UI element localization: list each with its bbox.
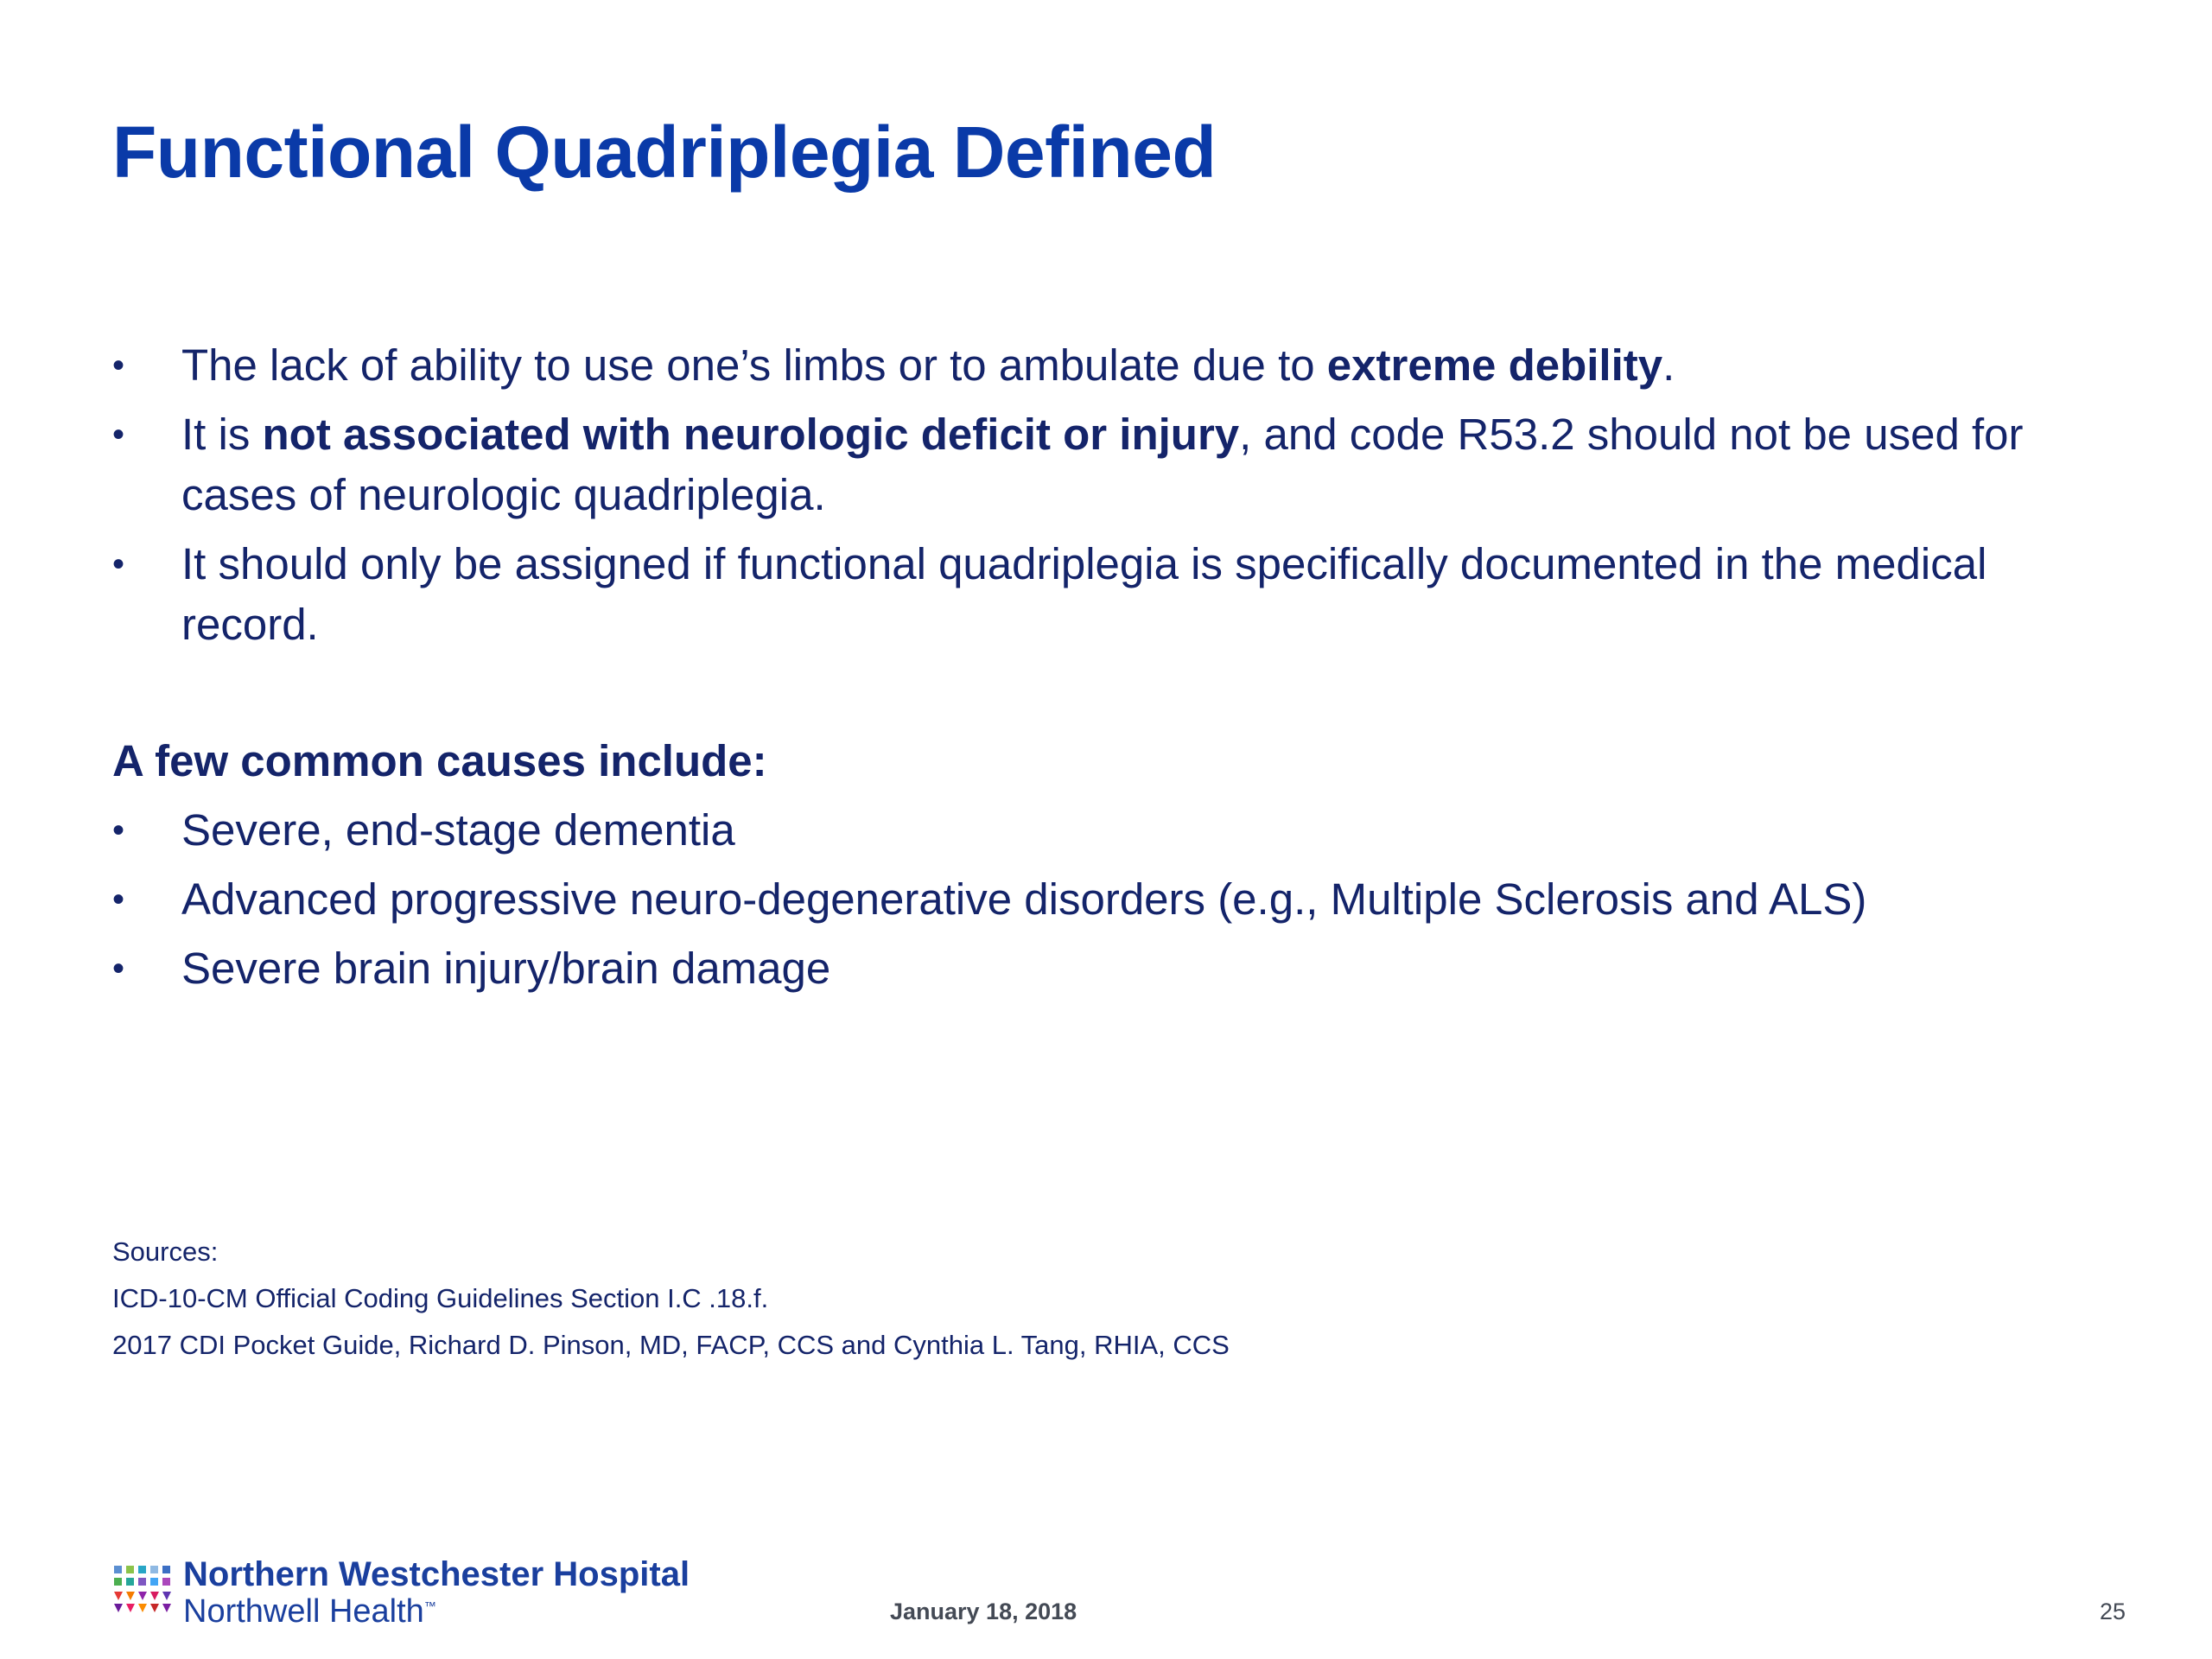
bullet-text-end: .	[1662, 340, 1675, 390]
slide-title: Functional Quadriplegia Defined	[112, 111, 1217, 193]
sources-label: Sources:	[112, 1236, 219, 1267]
bullet-icon: •	[112, 416, 125, 454]
bullet-text: It should only be assigned if functional quadriplegia is specifically documented in the medical record.	[181, 539, 1987, 649]
hospital-logo	[112, 1557, 690, 1628]
bullet-icon: •	[112, 545, 125, 583]
bullet-emphasis: not associated with neurologic deficit or injury	[262, 410, 1240, 459]
cause-text: Severe, end-stage dementia	[181, 805, 735, 855]
list-item	[112, 938, 2082, 999]
health-system-name	[183, 1595, 690, 1628]
definition-list	[112, 335, 2082, 664]
page-number: 25	[2100, 1599, 2126, 1624]
cause-text: Severe brain injury/brain damage	[181, 944, 831, 993]
bullet-text: The lack of ability to use one’s limbs or to ambulate due to	[181, 340, 1327, 390]
bullet-icon: •	[112, 880, 125, 918]
bullet-text-end: , and code R53.2 should not be used for cases of neurologic quadriplegia.	[181, 410, 2024, 519]
bullet-icon: •	[112, 346, 125, 385]
source-item: 2017 CDI Pocket Guide, Richard D. Pinson, MD, FACP, CCS and Cynthia L. Tang, RHIA, CCS	[112, 1330, 1230, 1360]
health-system-label: Northwell Health	[183, 1593, 424, 1630]
logo-mosaic-icon	[112, 1562, 173, 1623]
source-item: ICD-10-CM Official Coding Guidelines Section I.C .18.f.	[112, 1283, 769, 1313]
sources-block	[112, 1229, 1230, 1369]
causes-list	[112, 800, 2082, 1007]
trademark-mark: ™	[423, 1599, 436, 1613]
list-item	[112, 869, 2082, 930]
hospital-name: Northern Westchester Hospital	[183, 1555, 690, 1593]
bullet-text: It is	[181, 410, 263, 459]
footer-date: January 18, 2018	[890, 1599, 1077, 1624]
list-item	[112, 404, 2082, 525]
list-item	[112, 534, 2082, 655]
list-item	[112, 335, 2082, 396]
cause-text: Advanced progressive neuro-degenerative disorders (e.g., Multiple Sclerosis and ALS)	[181, 874, 1867, 924]
logo-text	[183, 1557, 690, 1628]
list-item	[112, 800, 2082, 861]
bullet-icon: •	[112, 950, 125, 988]
causes-heading: A few common causes include:	[112, 736, 767, 785]
bullet-icon: •	[112, 811, 125, 849]
bullet-emphasis: extreme debility	[1326, 340, 1663, 390]
